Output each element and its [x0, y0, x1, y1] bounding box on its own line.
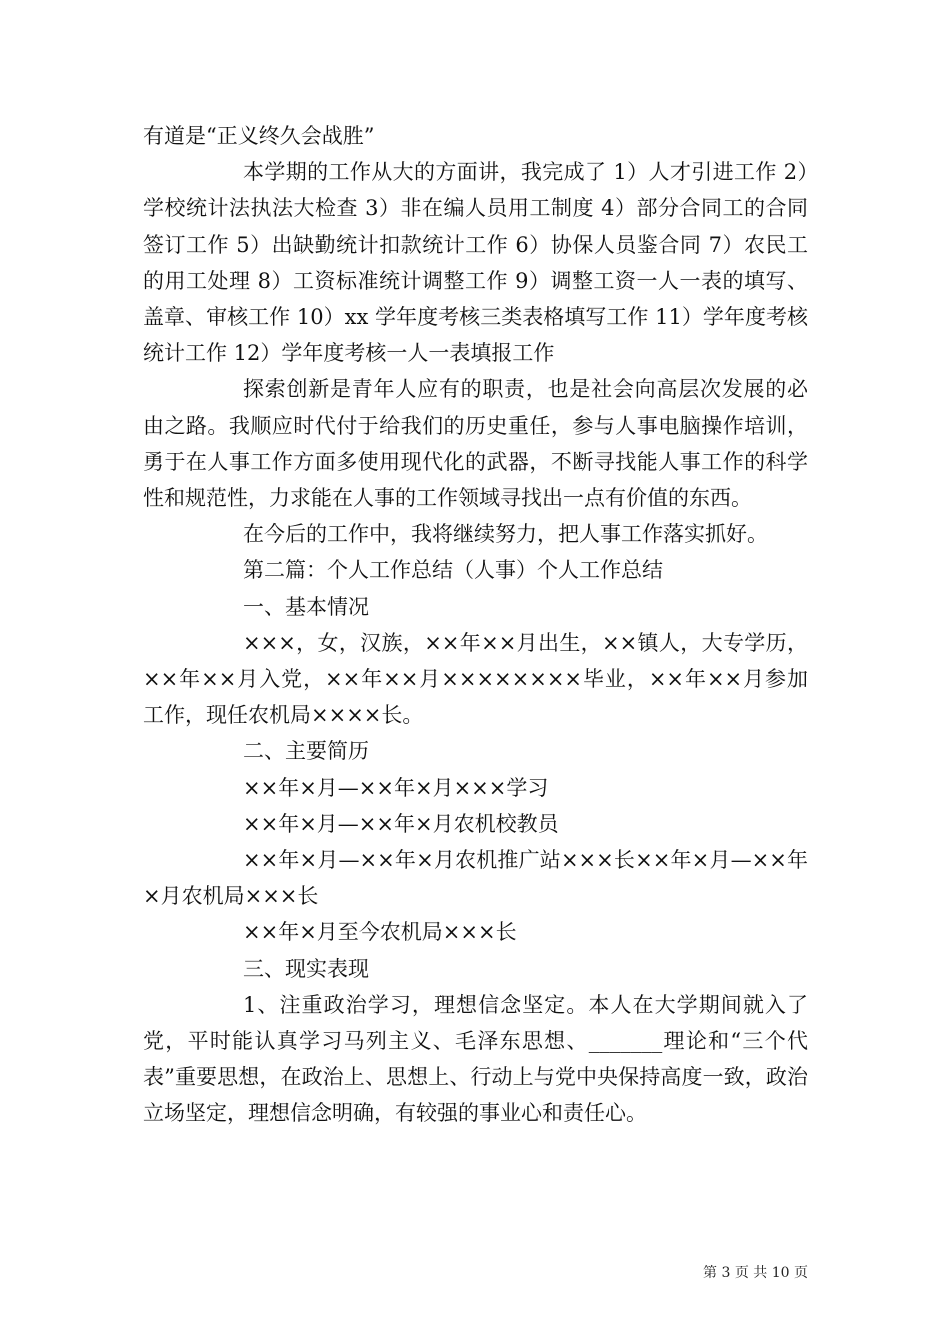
resume-item: ××年×月—××年×月农机校教员	[243, 811, 559, 836]
paragraph-innovation: 探索创新是青年人应有的职责，也是社会向高层次发展的必由之路。我顺应时代付于给我们的历史重任，参与人事电脑操作培训，勇于在人事工作方面多使用现代化的武器，不断寻找能人事工作的科学性和规范性，力求能在人事的工作领域寻找出一点有价值的东西。	[143, 377, 808, 511]
paragraph-quote: 有道是“正义终久会战胜”	[143, 124, 375, 148]
page-number: 第 3 页 共 10 页	[703, 1265, 808, 1281]
resume-item: ××年×月至今农机局×××长	[243, 920, 517, 945]
resume-item: ××年×月—××年×月农机推广站×××长××年×月—××年×月农机局×××长	[143, 848, 808, 909]
heading-basic-info: 一、基本情况	[243, 594, 369, 619]
heading-resume: 二、主要简历	[243, 739, 369, 764]
document-body	[143, 118, 808, 1132]
paragraph-future: 在今后的工作中，我将继续努力，把人事工作落实抓好。	[243, 522, 768, 547]
section-title-part-two: 第二篇：个人工作总结（人事）个人工作总结	[243, 558, 663, 583]
heading-performance: 三、现实表现	[243, 956, 369, 981]
paragraph-political-study: 1、注重政治学习，理想信念坚定。本人在大学期间就入了党，平时能认真学习马列主义、毛泽东思想、_______理论和“三个代表”重要思想，在政治上、思想上、行动上与党中央保持高度一致，政治立场坚定，理想信念明确，有较强的事业心和责任心。	[143, 992, 808, 1126]
paragraph-work-list: 本学期的工作从大的方面讲，我完成了 1）人才引进工作 2）学校统计法执法大检查 3）非在编人员用工制度 4）部分合同工的合同签订工作 5）出缺勤统计扣款统计工作 6）协保人员鉴合同 7）农民工的用工处理 8）工资标准统计调整工作 9）调整工资一人一表的填写、盖章、审核工作 10）xx 学年度考核三类表格填写工作 11）学年度考核统计工作 12）学年度考核一人一表填报工作	[143, 160, 808, 366]
resume-item: ××年×月—××年×月×××学习	[243, 775, 549, 800]
paragraph-basic-info: ×××，女，汉族，××年××月出生，××镇人，大专学历，××年××月入党，××年××月××××××××毕业，××年××月参加工作，现任农机局××××长。	[143, 630, 808, 728]
